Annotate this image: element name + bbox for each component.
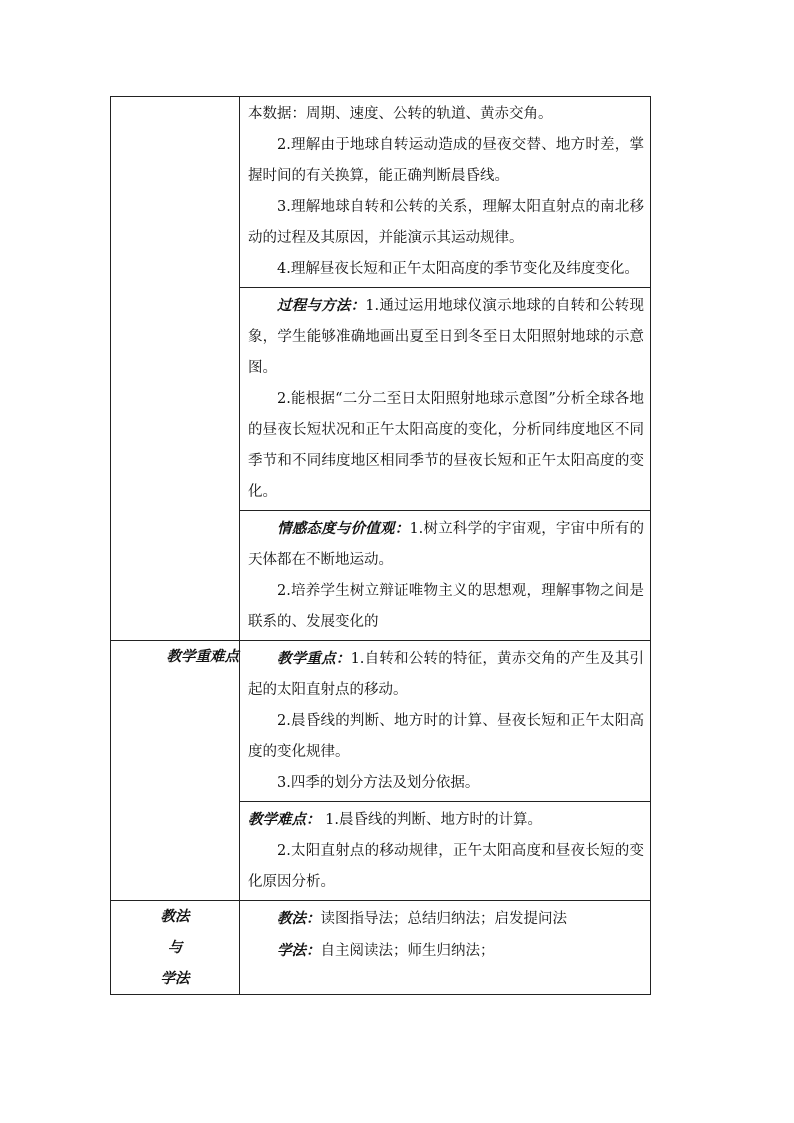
process-cell (240, 288, 651, 511)
methods-label-line: 教法 (160, 908, 190, 925)
focus-first-text: 1.自转和公转的特征，黄赤交角的产生及其引起的太阳直射点的移动。 (248, 651, 644, 698)
knowledge-item: 2.理解由于地球自转运动造成的昼夜交替、地方时差，掌握时间的有关换算，能正确判断晨昏线。 (248, 137, 644, 184)
key-points-label: 教学重难点 (111, 641, 240, 901)
difficulty-label: 教学难点： (248, 811, 321, 828)
focus-first-paragraph (248, 643, 644, 706)
emotion-label: 情感态度与价值观： (277, 520, 410, 537)
focus-third-text: 3.四季的划分方法及划分依据。 (277, 775, 480, 791)
objectives-label-cell (111, 97, 240, 641)
learning-method-paragraph (248, 935, 644, 967)
emotion-second-text: 2.培养学生树立辩证唯物主义的思想观，理解事物之间是联系的、发展变化的 (248, 583, 644, 630)
teaching-method-paragraph (248, 903, 644, 935)
process-label: 过程与方法： (277, 297, 366, 314)
knowledge-continued-text: 本数据：周期、速度、公转的轨道、黄赤交角。 (248, 106, 553, 122)
learning-method-text: 自主阅读法；师生归纳法； (320, 943, 495, 959)
focus-cell (240, 641, 651, 802)
difficulty-second-text: 2.太阳直射点的移动规律，正午太阳高度和昼夜长短的变化原因分析。 (248, 843, 644, 890)
methods-cell (240, 901, 651, 995)
learning-method-label: 学法： (277, 942, 321, 959)
focus-label: 教学重点： (277, 650, 351, 667)
methods-label-cell (111, 901, 240, 995)
difficulty-first-text: 1.晨昏线的判断、地方时的计算。 (320, 812, 542, 828)
knowledge-item: 4.理解昼夜长短和正午太阳高度的季节变化及纬度变化。 (277, 261, 639, 277)
teaching-method-text: 读图指导法；总结归纳法；启发提问法 (320, 911, 567, 927)
emotion-first-text: 1.树立科学的宇宙观，宇宙中所有的天体都在不断地运动。 (248, 521, 644, 568)
focus-second-text: 2.晨昏线的判断、地方时的计算、昼夜长短和正午太阳高度的变化规律。 (248, 713, 644, 760)
knowledge-cell (240, 97, 651, 288)
process-second-text: 2.能根据“二分二至日太阳照射地球示意图”分析全球各地的昼夜长短状况和正午太阳高度的变化，分析同纬度地区不同季节和不同纬度地区相同季节的昼夜长短和正午太阳高度的变化。 (248, 391, 644, 500)
methods-label-line: 学法 (160, 970, 190, 987)
emotion-first-paragraph (248, 513, 644, 576)
process-first-text: 1.通过运用地球仪演示地球的自转和公转现象，学生能够准确地画出夏至日到冬至日太阳照射地球的示意图。 (248, 298, 644, 376)
knowledge-item: 3.理解地球自转和公转的关系，理解太阳直射点的南北移动的过程及其原因，并能演示其运动规律。 (248, 199, 644, 246)
methods-label-line: 与 (167, 939, 183, 956)
objectives-knowledge-row (111, 97, 651, 288)
lesson-plan-table (110, 96, 651, 995)
teaching-method-label: 教法： (277, 910, 321, 927)
difficulty-first-paragraph (248, 804, 644, 836)
difficulty-cell (240, 802, 651, 901)
methods-row (111, 901, 651, 995)
key-points-focus-row (111, 641, 651, 802)
emotion-cell (240, 511, 651, 641)
process-first-paragraph (248, 290, 644, 384)
